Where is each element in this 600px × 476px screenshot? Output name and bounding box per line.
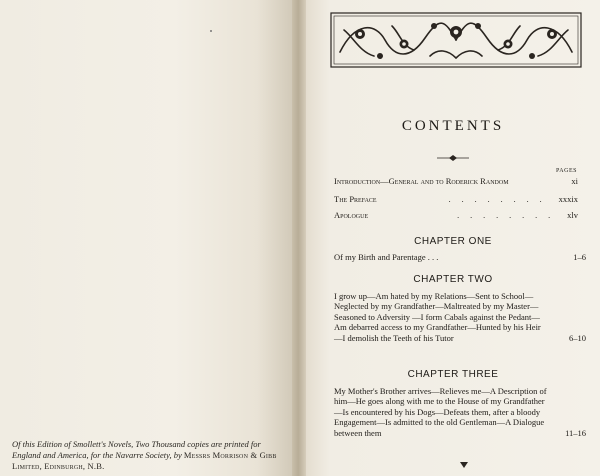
toc-entry-page: xxxix: [558, 194, 578, 204]
chapter-three-heading: CHAPTER THREE: [407, 369, 499, 380]
chapter-summary: Of my Birth and Parentage . . .: [334, 252, 439, 262]
title-divider-ornament: [435, 153, 471, 163]
toc-entry-label: Introduction—General and to Roderick Random: [334, 176, 509, 186]
chapter-summary: My Mother's Brother arrives—Relieves me—A Description of him—He goes along with me to the House of my Grandfather—Is encountered by his Dogs—Defeats them, after a bloody Engagement—Is admitted to the old Gentleman—A Dialogue between them: [334, 386, 547, 438]
toc-entry-chapter-two[interactable]: [334, 291, 586, 343]
leader-dots: ........: [448, 195, 553, 204]
toc-entry-page: xlv: [567, 210, 578, 220]
chapter-two-heading: CHAPTER TWO: [413, 274, 493, 285]
chapter-page-range: 11–16: [565, 427, 586, 438]
pages-column-label: PAGES: [556, 168, 577, 174]
toc-entry-introduction[interactable]: [334, 176, 578, 186]
book-gutter: [292, 0, 306, 476]
chapter-page-range: 1–6: [573, 252, 586, 262]
toc-entry-page: xi: [571, 176, 578, 186]
floral-headpiece-ornament: [330, 12, 582, 68]
toc-entry-apologue[interactable]: [334, 210, 578, 220]
catchword-marker-icon: [460, 462, 468, 468]
printer-imprint: Messrs Morrison & Gibb Limited, Edinburgh, N.B.: [12, 450, 277, 471]
colophon-text: Of this Edition of Smollett's Novels, Two Thousand copies are printed for England and America, for the Navarre Society, by: [12, 439, 261, 460]
toc-entry-chapter-one[interactable]: [334, 252, 586, 262]
paper-speck: [210, 30, 212, 32]
chapter-one-heading: CHAPTER ONE: [414, 236, 492, 247]
chapter-summary: I grow up—Am hated by my Relations—Sent to School—Neglected by my Grandfather—Maltreated by my Master—Seasoned to Adversity —I form Cabals against the Pedant—Am debarred access to my Grandfather—Hunted by his Heir—I demolish the Teeth of his Tutor: [334, 291, 541, 343]
left-page: [0, 0, 292, 476]
toc-entry-label: The Preface: [334, 194, 377, 204]
chapter-page-range: 6–10: [569, 332, 586, 343]
contents-title: CONTENTS: [401, 118, 505, 134]
toc-entry-chapter-three[interactable]: [334, 386, 586, 438]
leader-dots: ........: [457, 211, 562, 220]
colophon: [12, 439, 284, 472]
toc-entry-label: Apologue: [334, 210, 369, 220]
toc-entry-preface[interactable]: [334, 194, 578, 204]
